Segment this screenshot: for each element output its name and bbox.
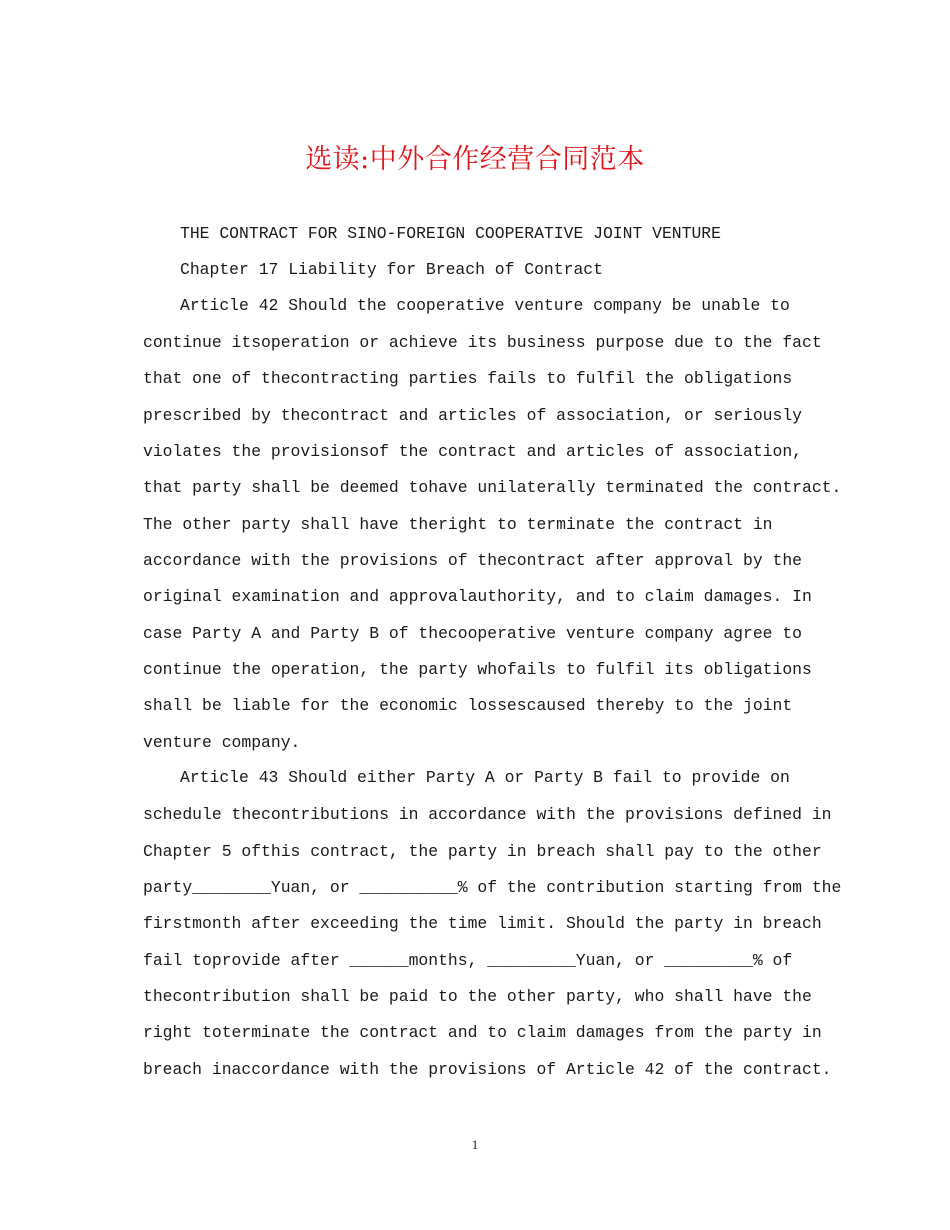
article-43-line: party________Yuan, or __________% of the contribution starting from the (143, 878, 842, 897)
document-title: 选读:中外合作经营合同范本 (305, 144, 645, 175)
article-43-line: breach inaccordance with the provisions of Article 42 of the contract. (143, 1060, 832, 1079)
article-43-line: firstmonth after exceeding the time limit. Should the party in breach (143, 914, 822, 933)
article-42-line: Article 42 Should the cooperative venture company be unable to (180, 296, 790, 315)
article-42-line: violates the provisionsof the contract and articles of association, (143, 442, 803, 461)
article-43-line: thecontribution shall be paid to the other party, who shall have the (143, 987, 812, 1006)
article-42-line: that party shall be deemed tohave unilaterally terminated the contract. (143, 478, 842, 497)
contract-heading: THE CONTRACT FOR SINO-FOREIGN COOPERATIVE JOINT VENTURE (180, 224, 721, 243)
article-43-line: fail toprovide after ______months, _________Yuan, or _________% of (143, 951, 793, 970)
article-42-line: shall be liable for the economic lossescaused thereby to the joint (143, 696, 793, 715)
article-43-line: Chapter 5 ofthis contract, the party in breach shall pay to the other (143, 842, 822, 861)
chapter-heading: Chapter 17 Liability for Breach of Contract (180, 260, 603, 279)
article-42-line: accordance with the provisions of thecontract after approval by the (143, 551, 803, 570)
article-43-line: schedule thecontributions in accordance with the provisions defined in (143, 805, 832, 824)
article-42-line: The other party shall have theright to terminate the contract in (143, 515, 773, 534)
article-43-line: Article 43 Should either Party A or Party B fail to provide on (180, 768, 790, 787)
article-43-line: right toterminate the contract and to claim damages from the party in (143, 1023, 822, 1042)
article-42-line: case Party A and Party B of thecooperative venture company agree to (143, 624, 803, 643)
article-42-line: venture company. (143, 733, 301, 752)
article-42-line: prescribed by thecontract and articles of association, or seriously (143, 406, 803, 425)
page-number: 1 (471, 1137, 479, 1152)
article-42-line: continue itsoperation or achieve its business purpose due to the fact (143, 333, 822, 352)
article-42-line: continue the operation, the party whofails to fulfil its obligations (143, 660, 812, 679)
article-42-line: that one of thecontracting parties fails to fulfil the obligations (143, 369, 793, 388)
article-42-line: original examination and approvalauthority, and to claim damages. In (143, 587, 812, 606)
